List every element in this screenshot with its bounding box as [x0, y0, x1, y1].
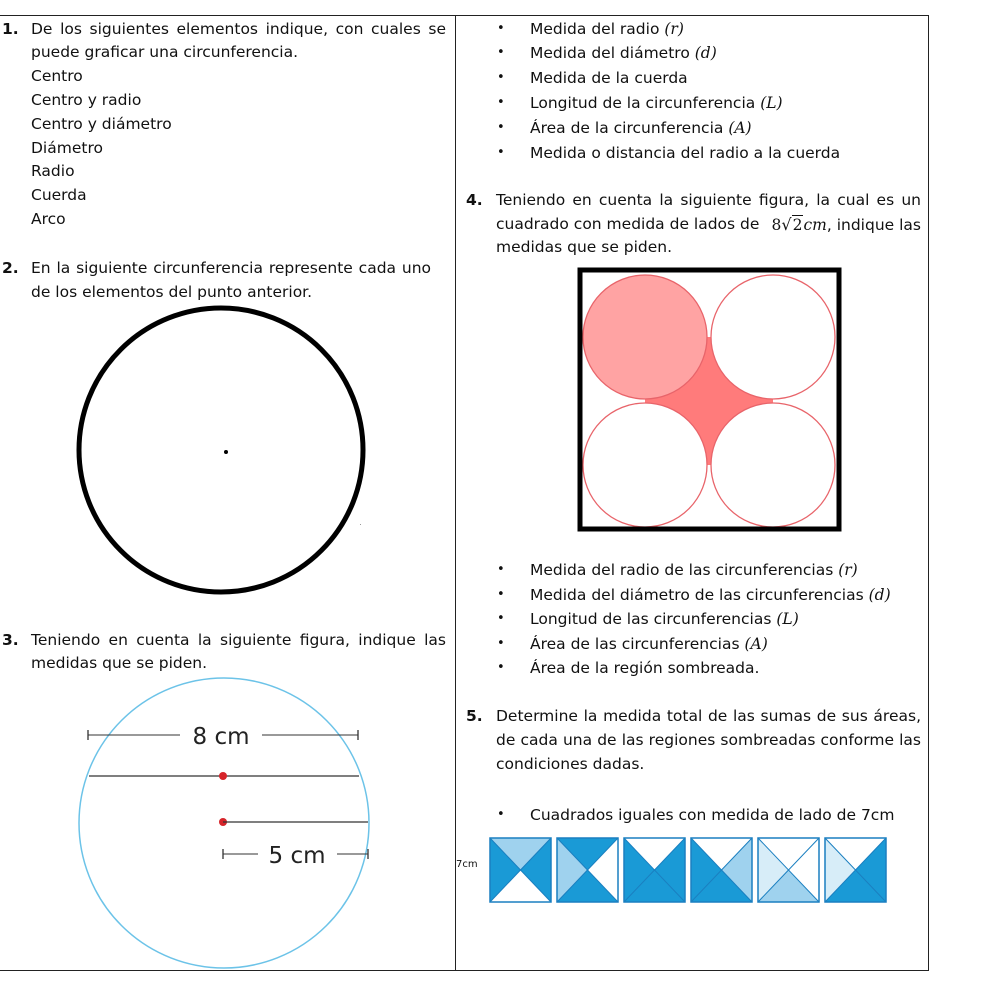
- side-length-label: 7cm: [456, 859, 478, 870]
- q4-measure-item: • Medida del diámetro de las circunferencias (d): [530, 586, 891, 604]
- shaded-square-2: [557, 838, 618, 902]
- q3-measure-item: • Medida del radio (r): [530, 20, 684, 38]
- q4-text-line3: medidas que se piden.: [496, 238, 673, 256]
- q3-text-line1: Teniendo en cuenta la siguiente figura, indique las: [31, 631, 446, 649]
- q4-measure-item: • Longitud de las circunferencias (L): [530, 610, 799, 628]
- q4-measure-item: • Área de la región sombreada.: [530, 659, 759, 677]
- q3-measure-item: • Medida de la cuerda: [530, 69, 688, 87]
- q5-text-line2: de cada una de las regiones sombreadas conforme las: [496, 731, 921, 749]
- q1-option: Diámetro: [31, 139, 103, 157]
- side-length-expression: 8√2cm, indique las: [771, 215, 921, 234]
- q5-text-line3: condiciones dadas.: [496, 755, 645, 773]
- shaded-square-1: [490, 838, 551, 902]
- q1-option: Arco: [31, 210, 66, 228]
- q4-measure-item: • Área de las circunferencias (A): [530, 635, 768, 653]
- q4-text-line2-a: cuadrado con medida de lados de: [496, 215, 760, 233]
- q3-measure-item: • Medida del diámetro (d): [530, 44, 717, 62]
- q2-text-line2: de los elementos del punto anterior.: [31, 283, 313, 301]
- q5-condition: • Cuadrados iguales con medida de lado de 7cm: [530, 806, 894, 824]
- q3-measure-item: • Longitud de la circunferencia (L): [530, 94, 783, 112]
- radius-label: 5 cm: [268, 843, 326, 869]
- q1-option: Centro: [31, 67, 83, 85]
- q2-text-line1: En la siguiente circunferencia represente cada uno: [31, 259, 431, 277]
- q1-text-line1: De los siguientes elementos indique, con cuales se: [31, 20, 446, 38]
- q3-text-line2: medidas que se piden.: [31, 654, 208, 672]
- q4-text-line1: Teniendo en cuenta la siguiente figura, la cual es un: [496, 191, 921, 209]
- q1-option: Cuerda: [31, 186, 87, 204]
- chord-label: 8 cm: [192, 724, 250, 750]
- q3-measure-item: • Área de la circunferencia (A): [530, 119, 752, 137]
- q1-option: Centro y diámetro: [31, 115, 172, 133]
- q1-option: Radio: [31, 162, 75, 180]
- q1-option: Centro y radio: [31, 91, 142, 109]
- q4-number: 4.: [466, 191, 483, 209]
- shaded-square-4: [691, 838, 752, 902]
- shaded-square-5: [758, 838, 819, 902]
- q5-text-line1: Determine la medida total de las sumas de sus áreas,: [496, 707, 921, 725]
- q2-number: 2.: [2, 259, 19, 277]
- q3-measure-item: • Medida o distancia del radio a la cuerda: [530, 144, 840, 162]
- shaded-square-3: [624, 838, 685, 902]
- q3-number: 3.: [2, 631, 19, 649]
- shaded-square-6: [825, 838, 886, 902]
- q1-text-line2: puede graficar una circunferencia.: [31, 43, 299, 61]
- q4-measure-item: • Medida del radio de las circunferencias (r): [530, 561, 858, 579]
- q1-number: 1.: [2, 20, 19, 38]
- q5-number: 5.: [466, 707, 483, 725]
